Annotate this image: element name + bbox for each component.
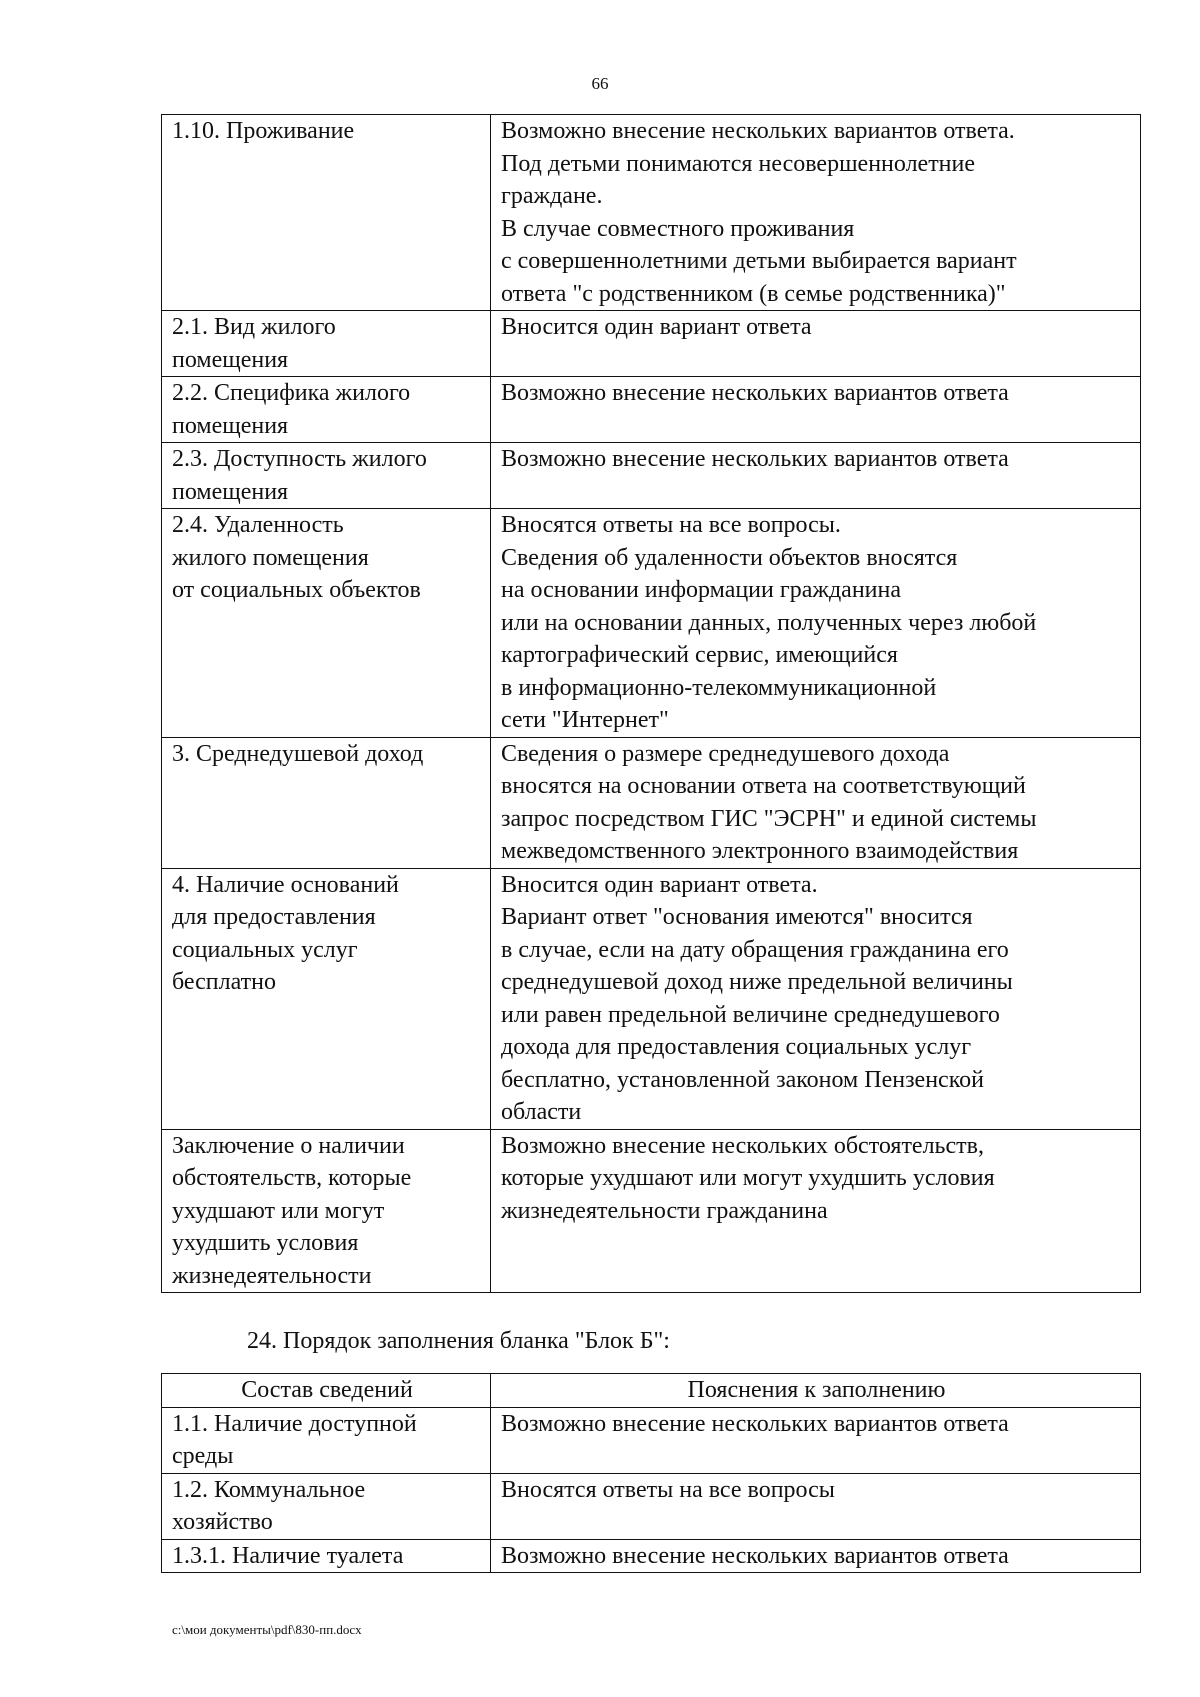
table-header-row	[162, 1374, 1141, 1408]
table-row	[162, 311, 1141, 377]
cell-text-line: вносятся на основании ответа на соответствующий	[501, 773, 1026, 799]
cell-text-line: Вариант ответ "основания имеются" вносится	[501, 904, 973, 930]
cell-text-line: Возможно внесение нескольких вариантов ответа	[501, 380, 1009, 406]
cell-text-line: 4. Наличие оснований	[172, 871, 399, 898]
cell-text-line: ухудшают или могут	[172, 1197, 385, 1224]
cell-text-line: Возможно внесение нескольких вариантов ответа.	[501, 118, 1015, 144]
table-row	[162, 1407, 1141, 1473]
row-name-cell	[162, 1473, 491, 1539]
page-number: 66	[591, 74, 609, 93]
row-name-cell	[162, 1407, 491, 1473]
cell-text-line: бесплатно, установленной законом Пензенской	[501, 1066, 984, 1093]
row-name-cell	[162, 1539, 491, 1573]
row-note-cell	[491, 1539, 1141, 1573]
cell-text-line: 1.10. Проживание	[172, 118, 355, 144]
cell-text-line: Возможно внесение нескольких вариантов ответа	[501, 1542, 1009, 1569]
cell-text-line: среды	[172, 1443, 234, 1469]
cell-text-line: в случае, если на дату обращения гражданина его	[501, 936, 1009, 963]
table-row	[162, 377, 1141, 443]
cell-text-line: Вносятся ответы на все вопросы.	[501, 512, 841, 538]
cell-text-line: жилого помещения	[172, 544, 369, 571]
row-name-cell	[162, 509, 491, 738]
cell-text-line: Возможно внесение нескольких обстоятельств,	[501, 1132, 984, 1159]
cell-text-line: Сведения об удаленности объектов вносятся	[501, 544, 958, 571]
cell-text-line: 1.1. Наличие доступной	[172, 1410, 417, 1437]
row-name-cell	[162, 377, 491, 443]
cell-text-line: обстоятельств, которые	[172, 1165, 412, 1191]
cell-text-line: бесплатно	[172, 969, 276, 995]
cell-text-line: В случае совместного проживания	[501, 215, 855, 242]
cell-text-line: Вносятся ответы на все вопросы	[501, 1476, 835, 1503]
table-row	[162, 868, 1141, 1129]
cell-text-line: межведомственного электронного взаимодействия	[501, 838, 1019, 864]
row-note-cell	[491, 115, 1141, 311]
table-row	[162, 443, 1141, 509]
row-note-cell	[491, 1129, 1141, 1293]
cell-text-line: 1.2. Коммунальное	[172, 1476, 366, 1503]
column-header-composition: Состав сведений	[162, 1374, 491, 1408]
row-name-cell	[162, 311, 491, 377]
table-block-b	[161, 1373, 1141, 1573]
table-b-body	[162, 1407, 1141, 1573]
cell-text-line: области	[501, 1099, 582, 1125]
cell-text-line: Под детьми понимаются несовершеннолетние	[501, 150, 976, 177]
table-block-a-continued	[161, 114, 1141, 1293]
cell-text-line: жизнедеятельности гражданина	[501, 1197, 828, 1224]
table-row	[162, 1539, 1141, 1573]
column-header-explanations: Пояснения к заполнению	[491, 1374, 1141, 1408]
cell-text-line: дохода для предоставления социальных услуг	[501, 1034, 972, 1060]
table-row	[162, 115, 1141, 311]
cell-text-line: Возможно внесение нескольких вариантов ответа	[501, 446, 1009, 472]
row-name-cell	[162, 115, 491, 311]
row-name-cell	[162, 868, 491, 1129]
cell-text-line: сети "Интернет"	[501, 707, 669, 733]
cell-text-line: картографический сервис, имеющийся	[501, 642, 898, 668]
row-note-cell	[491, 1407, 1141, 1473]
section-heading: 24. Порядок заполнения бланка "Блок Б":	[247, 1328, 670, 1354]
cell-text-line: хозяйство	[172, 1509, 273, 1535]
cell-text-line: на основании информации гражданина	[501, 577, 901, 603]
cell-text-line: 2.4. Удаленность	[172, 512, 344, 538]
row-note-cell	[491, 737, 1141, 868]
cell-text-line: для предоставления	[172, 904, 376, 930]
footer-file-path: c:\мои документы\pdf\830-пп.docx	[172, 1622, 362, 1637]
row-note-cell	[491, 311, 1141, 377]
table-row	[162, 509, 1141, 738]
cell-text-line: Сведения о размере среднедушевого дохода	[501, 740, 950, 767]
row-name-cell	[162, 1129, 491, 1293]
table-row	[162, 1473, 1141, 1539]
row-note-cell	[491, 443, 1141, 509]
row-note-cell	[491, 377, 1141, 443]
cell-text-line: или на основании данных, полученных через любой	[501, 609, 1037, 636]
table-a-body	[162, 115, 1141, 1293]
cell-text-line: социальных услуг	[172, 936, 358, 963]
cell-text-line: 2.1. Вид жилого	[172, 314, 336, 340]
row-name-cell	[162, 737, 491, 868]
table-row	[162, 737, 1141, 868]
cell-text-line: 3. Среднедушевой доход	[172, 740, 424, 767]
cell-text-line: от социальных объектов	[172, 577, 421, 603]
cell-text-line: которые ухудшают или могут ухудшить условия	[501, 1165, 995, 1191]
cell-text-line: Возможно внесение нескольких вариантов ответа	[501, 1410, 1009, 1437]
cell-text-line: помещения	[172, 412, 289, 439]
cell-text-line: ухудшить условия	[172, 1230, 359, 1256]
cell-text-line: 2.2. Специфика жилого	[172, 380, 411, 406]
cell-text-line: помещения	[172, 346, 289, 373]
cell-text-line: Вносится один вариант ответа	[501, 314, 812, 340]
cell-text-line: с совершеннолетними детьми выбирается вариант	[501, 248, 1017, 274]
cell-text-line: граждане.	[501, 183, 603, 209]
table-row	[162, 1129, 1141, 1293]
cell-text-line: Заключение о наличии	[172, 1132, 405, 1159]
cell-text-line: запрос посредством ГИС "ЭСРН" и единой системы	[501, 805, 1037, 832]
cell-text-line: среднедушевой доход ниже предельной величины	[501, 969, 1013, 995]
cell-text-line: или равен предельной величине среднедушевого	[501, 1001, 1000, 1028]
cell-text-line: помещения	[172, 478, 289, 505]
cell-text-line: жизнедеятельности	[172, 1262, 372, 1289]
cell-text-line: 2.3. Доступность жилого	[172, 446, 427, 472]
row-note-cell	[491, 509, 1141, 738]
cell-text-line: ответа "с родственником (в семье родственника)"	[501, 280, 1006, 307]
row-note-cell	[491, 1473, 1141, 1539]
row-name-cell	[162, 443, 491, 509]
cell-text-line: в информационно-телекоммуникационной	[501, 674, 937, 701]
row-note-cell	[491, 868, 1141, 1129]
cell-text-line: Вносится один вариант ответа.	[501, 871, 818, 898]
cell-text-line: 1.3.1. Наличие туалета	[172, 1542, 404, 1569]
